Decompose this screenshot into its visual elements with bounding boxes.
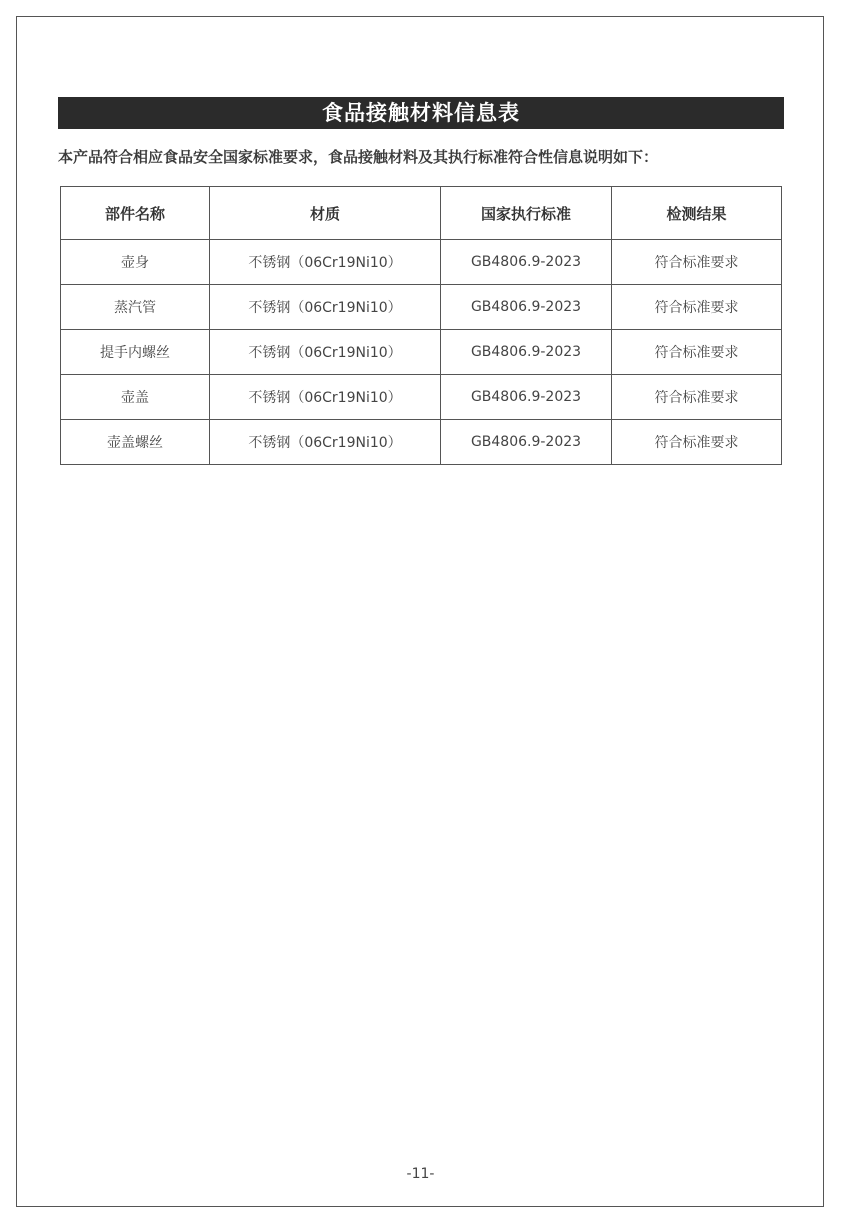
cell-result: 符合标准要求 [612,240,782,285]
cell-part-name: 提手内螺丝 [61,330,210,375]
table-row [61,420,782,465]
cell-material: 不锈钢（06Cr19Ni10） [210,240,441,285]
table-row [61,240,782,285]
cell-material: 不锈钢（06Cr19Ni10） [210,375,441,420]
cell-result: 符合标准要求 [612,285,782,330]
cell-standard: GB4806.9-2023 [441,285,612,330]
cell-material: 不锈钢（06Cr19Ni10） [210,285,441,330]
intro-text: 本产品符合相应食品安全国家标准要求，食品接触材料及其执行标准符合性信息说明如下： [58,148,659,166]
header-standard: 国家执行标准 [441,187,612,240]
cell-standard: GB4806.9-2023 [441,420,612,465]
header-part-name: 部件名称 [61,187,210,240]
header-result: 检测结果 [612,187,782,240]
page-title: 食品接触材料信息表 [58,97,784,129]
cell-result: 符合标准要求 [612,420,782,465]
cell-material: 不锈钢（06Cr19Ni10） [210,420,441,465]
cell-part-name: 壶盖 [61,375,210,420]
cell-part-name: 壶身 [61,240,210,285]
header-material: 材质 [210,187,441,240]
page-number: -11- [406,1166,435,1182]
cell-result: 符合标准要求 [612,330,782,375]
cell-result: 符合标准要求 [612,375,782,420]
materials-table [60,186,782,465]
cell-part-name: 蒸汽管 [61,285,210,330]
cell-standard: GB4806.9-2023 [441,375,612,420]
cell-standard: GB4806.9-2023 [441,330,612,375]
cell-part-name: 壶盖螺丝 [61,420,210,465]
cell-material: 不锈钢（06Cr19Ni10） [210,330,441,375]
table-row [61,375,782,420]
table-header-row [61,187,782,240]
table-row [61,285,782,330]
cell-standard: GB4806.9-2023 [441,240,612,285]
table-row [61,330,782,375]
